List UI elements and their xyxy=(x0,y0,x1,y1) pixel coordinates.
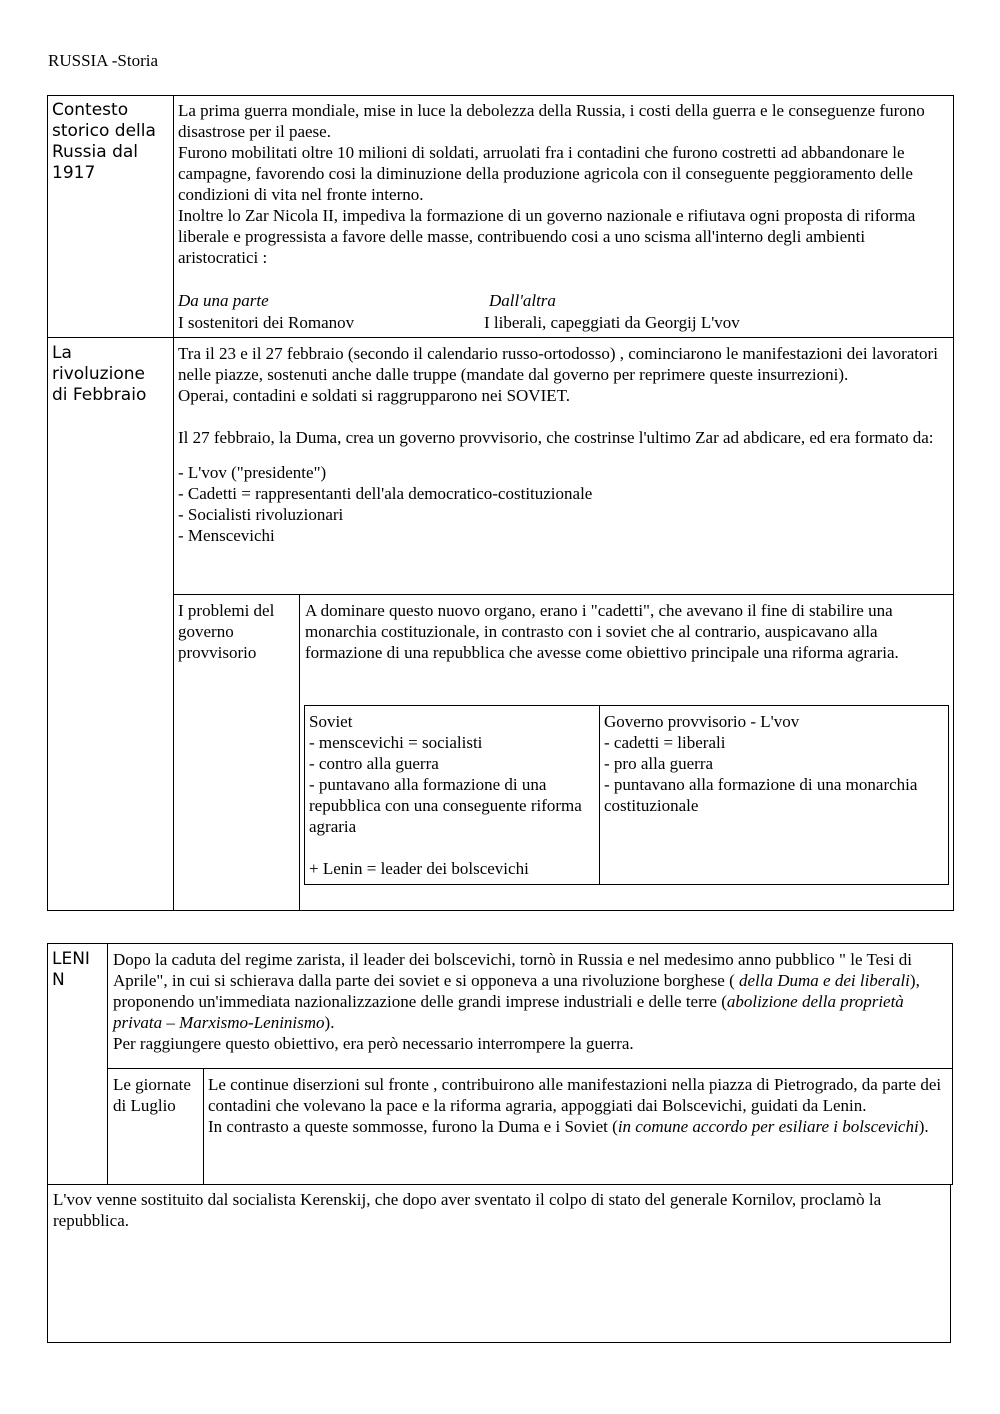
subsection-body-luglio xyxy=(208,1074,948,1137)
luglio-column-divider xyxy=(203,1068,204,1185)
list-item: - Menscevichi xyxy=(178,526,275,545)
subsection-heading-luglio: Le giornate di Luglio xyxy=(113,1075,191,1115)
comparison-governo: Governo provvisorio - L'vov - cadetti = liberali - pro alla guerra - puntavano alla formazione di una monarchia costituzionale xyxy=(604,712,918,815)
soviet-note: + Lenin = leader dei bolscevichi xyxy=(309,859,529,878)
paragraph: Furono mobilitati oltre 10 milioni di soldati, arruolati fra i contadini che furono costretti ad abbandonare le campagne, favorendo cosi la diminuzione della produzione agricola con il conseguente peggioramento delle condizioni di vita nel fronte interno. xyxy=(178,143,913,204)
paragraph: Le continue diserzioni sul fronte , contribuirono alle manifestazioni nella piazza di Pietrogrado, da parte dei contadini che volevano la pace e la riforma agraria, appoggiati dai Bolscevichi, guidati da Lenin. xyxy=(208,1075,942,1115)
section-heading-febbraio: La rivoluzione di Febbraio xyxy=(52,343,147,405)
paragraph: Per raggiungere questo obiettivo, era però necessario interrompere la guerra. xyxy=(113,1034,634,1053)
section-heading-contesto: Contesto storico della Russia dal 1917 xyxy=(52,100,156,183)
paragraph: La prima guerra mondiale, mise in luce la debolezza della Russia, i costi della guerra e le conseguenze furono disastrose per il paese. xyxy=(178,101,925,141)
right-faction-label: Dall'altra xyxy=(489,291,556,310)
left-faction-label: Da una parte xyxy=(178,291,269,310)
list-item: - L'vov ("presidente") xyxy=(178,463,327,482)
row-divider xyxy=(47,337,954,338)
subtable-column-divider xyxy=(299,594,300,911)
comparison-divider xyxy=(599,705,600,885)
footer-text: L'vov venne sostituito dal socialista Kerenskij, che dopo aver sventato il colpo di stato del generale Kornilov, proclamò la repubblica. xyxy=(53,1190,882,1230)
section-body-contesto xyxy=(178,100,948,268)
page-title: RUSSIA -Storia xyxy=(48,51,159,70)
subsection-heading-problemi: I problemi del governo provvisorio xyxy=(178,601,275,662)
paragraph: Inoltre lo Zar Nicola II, impediva la formazione di un governo nazionale e rifiutava ogni proposta di riforma liberale e progressista a favore delle masse, contribuendo cosi a uno scisma all'interno degli ambienti aristocratici : xyxy=(178,206,916,267)
section-heading-lenin: LENI N xyxy=(52,949,90,990)
list-item: - Socialisti rivoluzionari xyxy=(178,505,344,524)
comparison-soviet: Soviet - menscevichi = socialisti - contro alla guerra - puntavano alla formazione di una repubblica con una conseguente riforma agraria + Lenin = leader dei bolscevichi xyxy=(309,711,594,879)
paragraph: Dopo la caduta del regime zarista, il leader dei bolscevichi, tornò in Russia e nel medesimo anno pubblico " le Tesi di Aprile", in cui si schierava dalla parte dei soviet e si opponeva a una rivoluzione borghese ( della Duma e dei liberali), proponendo un'immediata nazionalizzazione delle grandi imprese industriali e delle terre (abolizione della proprietà privata – Marxismo-Leninismo). xyxy=(113,950,920,1032)
paragraph: Il 27 febbraio, la Duma, crea un governo provvisorio, che costrinse l'ultimo Zar ad abdicare, ed era formato da: xyxy=(178,428,934,447)
subtable-top-border xyxy=(173,594,954,595)
lenin-row-divider xyxy=(107,1068,953,1069)
paragraph: Operai, contadini e soldati si raggrupparono nei SOVIET. xyxy=(178,386,570,405)
list-item: - Cadetti = rappresentanti dell'ala democratico-costituzionale xyxy=(178,484,593,503)
lenin-column-divider xyxy=(107,943,108,1185)
section-body-lenin xyxy=(113,949,949,1054)
paragraph: Tra il 23 e il 27 febbraio (secondo il calendario russo-ortodosso) , cominciarono le manifestazioni dei lavoratori nelle piazze, sostenuti anche dalle truppe (mandate dal governo per reprimere queste insurrezioni). xyxy=(178,344,938,384)
section-body-febbraio xyxy=(178,343,948,546)
right-faction-text: I liberali, capeggiati da Georgij L'vov xyxy=(484,313,740,332)
subsection-body-problemi: A dominare questo nuovo organo, erano i "cadetti", che avevano il fine di stabilire una monarchia costituzionale, in contrasto con i soviet che al contrario, auspicavano alla formazione di una repubblica che avesse come obiettivo principale una riforma agraria. xyxy=(305,601,899,662)
paragraph: In contrasto a queste sommosse, furono la Duma e i Soviet (in comune accordo per esiliare i bolscevichi). xyxy=(208,1117,929,1136)
column-divider xyxy=(173,95,174,911)
left-faction-text: I sostenitori dei Romanov xyxy=(178,313,355,332)
